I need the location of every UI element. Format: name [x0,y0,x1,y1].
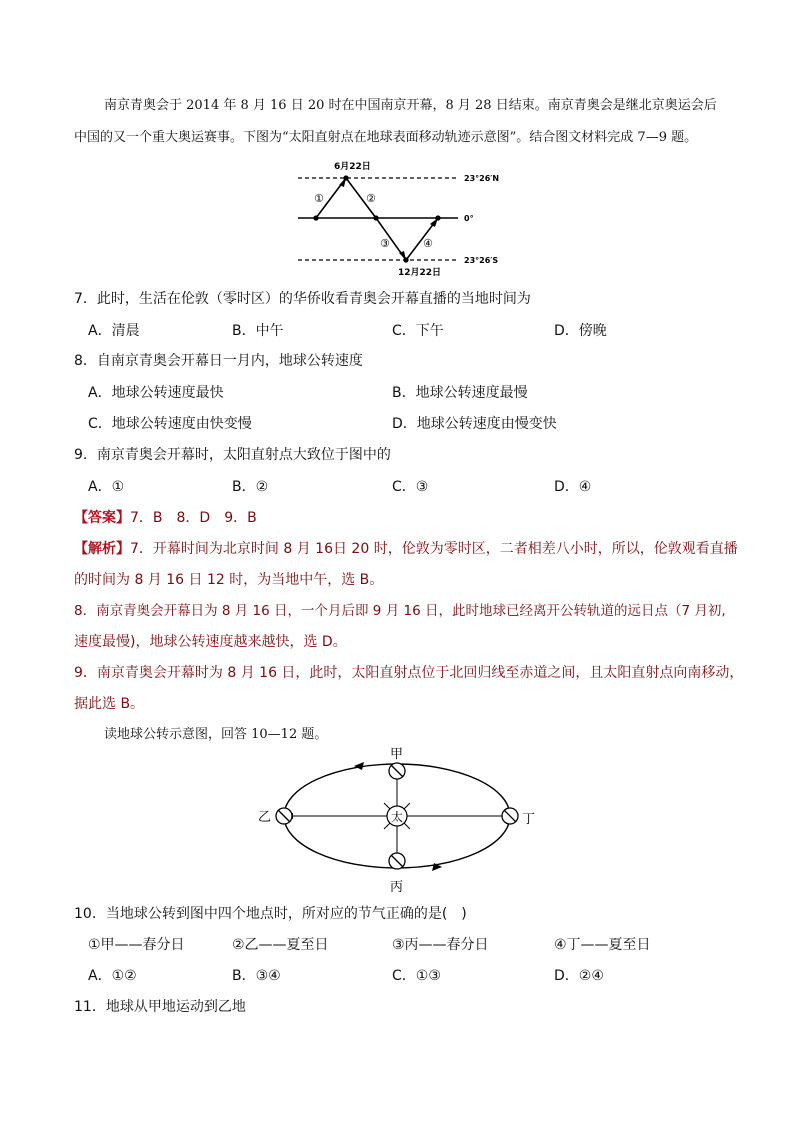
q9-option-a: A．① [88,479,125,495]
earth-icon-bing [389,853,405,869]
q8-option-c: C．地球公转速度由快变慢 [88,416,252,432]
analysis-9-text-1: 9．南京青奥会开幕时为 8 月 16 日，此时，太阳直射点位于北回归线至赤道之间，且太阳直射点向南移动， [74,665,744,681]
q7-option-c: C．下午 [392,323,444,339]
track-point [343,175,348,180]
analysis-9-text-2: 据此选 B。 [74,696,145,712]
q7-option-a: A．清晨 [88,323,140,339]
analysis-tag: 【解析】 [74,541,130,557]
track-point [373,215,378,220]
label-bing: 丙 [390,880,404,895]
q10-item-3: ③丙——春分日 [392,937,489,953]
earth-icon-ding [502,808,518,824]
q11-stem: 11．地球从甲地运动到乙地 [74,999,246,1015]
label-equator: 0° [464,214,474,223]
intro2-line: 读地球公转示意图，回答 10—12 题。 [104,727,328,742]
q9-option-d: D．④ [554,479,592,495]
marker-2: ② [366,192,376,205]
q8-option-d: D．地球公转速度由慢变快 [392,416,557,432]
q10-item-2: ②乙——夏至日 [232,937,329,953]
analysis-line-1 [74,539,738,559]
q10-option-d: D．②④ [554,968,604,984]
marker-4: ④ [423,237,433,250]
analysis-8-text-1: 8．南京青奥会开幕日为 8 月 16 日，一个月后即 9 月 16 日，此时地球已经离开公转轨道的远日点（7 月初, [74,603,726,619]
q7-option-d: D．傍晚 [554,323,607,339]
q9-option-b: B．② [232,479,269,495]
orbit-arrow-top [354,762,364,770]
answer-text: 7．B 8．D 9．B [130,510,257,526]
earth-icon-yi [276,808,292,824]
q8-option-b: B．地球公转速度最慢 [392,385,528,401]
marker-1: ① [314,192,324,205]
label-lat-south: 23°26′S [464,256,499,265]
intro-line-1: 南京青奥会于 2014 年 8 月 16 日 20 时在中国南京开幕，8 月 28 日结束。南京青奥会是继北京奥运会后 [104,98,717,113]
sun-label: 太 [391,810,404,824]
q7-option-b: B．中午 [232,323,284,339]
label-ding: 丁 [522,812,536,827]
answer-tag: 【答案】 [74,510,130,526]
track-point [403,257,408,262]
label-jun22: 6月22日 [334,162,371,172]
earth-revolution-figure [250,745,550,897]
marker-3: ③ [380,237,390,250]
track-point [435,215,440,220]
sun-track-figure [296,158,506,278]
q9-option-c: C．③ [392,479,429,495]
q9-stem: 9．南京青奥会开幕时，太阳直射点大致位于图中的 [74,447,391,463]
analysis-7-text-1: 7．开幕时间为北京时间 8 月 16日 20 时，伦敦为零时区，二者相差八小时，所以，伦敦观看直播 [130,541,738,557]
intro-line-2: 中国的又一个重大奥运赛事。下图为“太阳直射点在地球表面移动轨迹示意图”。结合图文材料完成 7—9 题。 [74,130,698,145]
q10-item-4: ④丁——夏至日 [554,937,651,953]
label-yi: 乙 [258,810,272,825]
q10-item-1: ①甲——春分日 [88,937,185,953]
analysis-8-text-2: 速度最慢)，地球公转速度越来越快，选 D。 [74,634,347,650]
sun-icon [378,797,416,835]
label-jia: 甲 [390,747,404,762]
q7-stem: 7．此时，生活在伦敦（零时区）的华侨收看青奥会开幕直播的当地时间为 [74,291,531,307]
label-dec22: 12月22日 [398,268,442,278]
analysis-7-text-2: 的时间为 8 月 16 日 12 时，为当地中午，选 B。 [74,572,384,588]
earth-icon-jia [389,763,405,779]
q10-option-a: A．①② [88,968,137,984]
q10-option-c: C．①③ [392,968,441,984]
q10-option-b: B．③④ [232,968,281,984]
label-lat-north: 23°26′N [464,174,500,183]
answer-line [74,508,257,528]
track-point [313,215,318,220]
q8-stem: 8．自南京青奥会开幕日一月内，地球公转速度 [74,353,363,369]
q8-option-a: A．地球公转速度最快 [88,385,224,401]
q10-stem: 10．当地球公转到图中四个地点时，所对应的节气正确的是( ) [74,906,467,922]
